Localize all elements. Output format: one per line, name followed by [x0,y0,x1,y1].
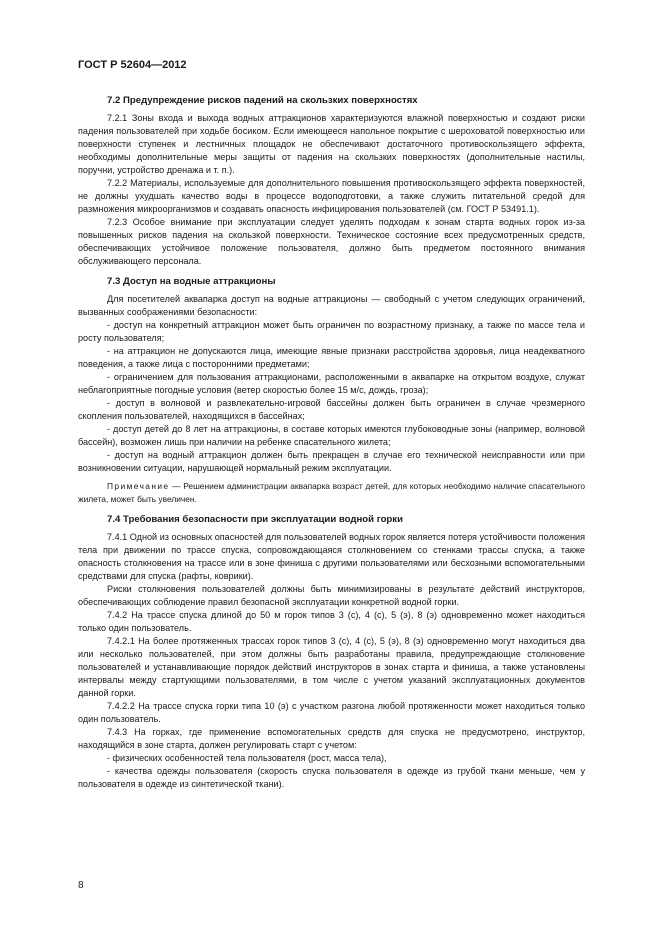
section-heading: 7.2 Предупреждение рисков падений на скользких поверхностях [107,95,418,106]
list-item: - доступ на водный аттракцион должен быть прекращен в случае его технической неисправности или при возникновении ситуации, нарушающей нормальный режим эксплуатации. [78,450,585,473]
section-heading: 7.3 Доступ на водные аттракционы [107,276,276,287]
page-number: 8 [78,880,84,891]
list-item: - ограничением для пользования аттракционами, расположенными в аквапарке на открытом воздухе, служат неблагоприятные погодные условия (ветер скоростью более 15 м/с, дождь, гроза); [78,372,585,395]
paragraph: Риски столкновения пользователей должны быть минимизированы в результате действий инструкторов, обеспечивающих соблюдение правил безопасной эксплуатации конкретной водной горки. [78,584,585,607]
paragraph: Для посетителей аквапарка доступ на водные аттракционы — свободный с учетом следующих ограничений, вызванных соображениями безопасности: [78,294,585,317]
paragraph: 7.4.1 Одной из основных опасностей для пользователей водных горок является потеря устойчивости положения тела при движении по трассе спуска, сопровождающаяся столкновением со стенками трассы спуска, а также опасность столкновения на трассе или в зоне финиша с другими пользователями или бесхозными вспомогательными средствами для спуска (рафты, коврики). [78,532,585,581]
paragraph: 7.4.2.1 На более протяженных трассах горок типов 3 (с), 4 (с), 5 (э), 8 (э) одновременно могут находиться два или несколько пользователей, при этом должны быть разработаны правила, предупреждающие столкновение пользователей и устанавливающие порядок действий инструкторов в зонах старта и финиша, а также установлены интервалы между стартующими пользователями, в том числе с учетом указаний эксплуатационных документов данной горки. [78,636,585,698]
list-item: - доступ в волновой и развлекательно-игровой бассейны должен быть ограничен в случае чрезмерного скопления пользователей, находящихся в бассейнах; [78,398,585,421]
list-item: - качества одежды пользователя (скорость спуска пользователя в одежде из грубой ткани меньше, чем у пользователя в одежде из синтетической ткани). [78,766,585,789]
document-body [78,86,585,791]
paragraph: 7.4.2 На трассе спуска длиной до 50 м горок типов 3 (с), 4 (с), 5 (э), 8 (э) одновременно может находиться только один пользователь. [78,610,585,633]
paragraph: 7.2.2 Материалы, используемые для дополнительного повышения противоскользящего эффекта поверхностей, не должны ухудшать качество воды в процессе водоподготовки, а также служить питательной средой для размножения микроорганизмов и создавать опасность инфицирования пользователей (см. ГОСТ Р 53491.1). [78,178,585,214]
paragraph: 7.2.1 Зоны входа и выхода водных аттракционов характеризуются влажной поверхностью и создают риски падения пользователей при ходьбе босиком. Если имеющееся напольное покрытие с шероховатой поверхностью или поверхности ступенек и лестничных площадок не обеспечивают достаточного противоскользящего эффекта, необходимы дополнительные меры защиты от падения на скользких поверхностях (дополнительные настилы, поручни, устройство дренажа и т. п.). [78,113,585,175]
note [78,480,585,506]
section-heading: 7.4 Требования безопасности при эксплуатации водной горки [107,514,403,525]
list-item: - на аттракцион не допускаются лица, имеющие явные признаки расстройства здоровья, лица неадекватного поведения, а также лица с посторонними предметами; [78,346,585,369]
paragraph: 7.4.3 На горках, где применение вспомогательных средств для спуска не предусмотрено, инструктор, находящийся в зоне старта, должен регулировать старт с учетом: [78,727,585,750]
note-text: — Решением администрации аквапарка возраст детей, для которых необходимо наличие спасательного жилета, может быть увеличен. [78,481,585,504]
document-header: ГОСТ Р 52604—2012 [78,59,187,71]
list-item: - физических особенностей тела пользователя (рост, масса тела), [107,753,387,763]
list-item: - доступ на конкретный аттракцион может быть ограничен по возрастному признаку, а также по массе тела и росту пользователя; [78,320,585,343]
list-item: - доступ детей до 8 лет на аттракционы, в составе которых имеются глубоководные зоны (например, волновой бассейн), возможен лишь при наличии на ребенке спасательного жилета; [78,424,585,447]
paragraph: 7.2.3 Особое внимание при эксплуатации следует уделять подходам к зонам старта водных горок из-за повышенных рисков падения на скользкой поверхности. Техническое состояние всех предусмотренных средств, обеспечивающих устойчивое положение пользователя, должно быть предметом постоянного внимания обслуживающего персонала. [78,217,585,266]
note-label: Примечание [107,481,170,491]
paragraph: 7.4.2.2 На трассе спуска горки типа 10 (э) с участком разгона любой протяженности может находиться только один пользователь. [78,701,585,724]
